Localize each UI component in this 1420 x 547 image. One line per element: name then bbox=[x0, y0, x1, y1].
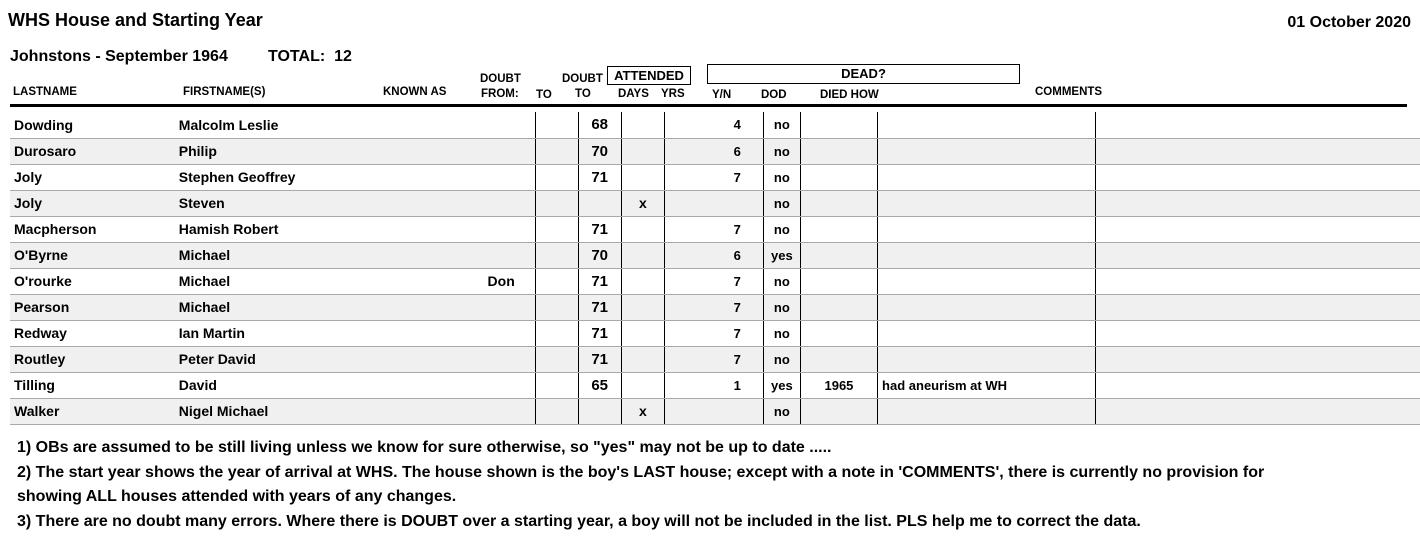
header-dead: DEAD? bbox=[707, 64, 1020, 84]
dod-cell: 1965 bbox=[800, 372, 877, 398]
header-to: TO bbox=[536, 89, 552, 101]
lastname-cell: Redway bbox=[10, 320, 179, 346]
firstname-cell: Hamish Robert bbox=[179, 216, 488, 242]
start-year-cell: 70 bbox=[578, 242, 621, 268]
lastname-cell: Joly bbox=[10, 164, 179, 190]
dead-yn-cell: yes bbox=[763, 242, 800, 268]
comments-cell bbox=[1096, 320, 1420, 346]
died-how-cell bbox=[878, 216, 1096, 242]
doubt-to-cell bbox=[621, 346, 664, 372]
firstname-cell: Peter David bbox=[179, 346, 488, 372]
comments-cell bbox=[1096, 294, 1420, 320]
start-year-cell: 71 bbox=[578, 346, 621, 372]
died-how-cell: had aneurism at WH bbox=[878, 372, 1096, 398]
died-how-cell bbox=[878, 242, 1096, 268]
table-row bbox=[10, 164, 1420, 190]
header-died-how: DIED HOW bbox=[820, 89, 879, 101]
days-years-cell: 7 bbox=[665, 268, 764, 294]
header-comments: COMMENTS bbox=[1035, 86, 1103, 98]
doubt-to-cell bbox=[621, 216, 664, 242]
table-row bbox=[10, 294, 1420, 320]
died-how-cell bbox=[878, 190, 1096, 216]
dead-yn-cell: no bbox=[763, 216, 800, 242]
note-line: 2) The start year shows the year of arrival at WHS. The house shown is the boy's LAST house; except with a note in 'COMMENTS', there is currently no provision for bbox=[17, 463, 1265, 481]
start-year-cell: 68 bbox=[578, 112, 621, 138]
days-years-cell bbox=[665, 190, 764, 216]
header-dod: DOD bbox=[761, 89, 787, 101]
comments-cell bbox=[1096, 372, 1420, 398]
comments-cell bbox=[1096, 112, 1420, 138]
known-as-cell bbox=[488, 190, 536, 216]
dead-yn-cell: no bbox=[763, 268, 800, 294]
firstname-cell: Michael bbox=[179, 294, 488, 320]
start-year-cell: 71 bbox=[578, 294, 621, 320]
header-firstnames: FIRSTNAME(S) bbox=[183, 86, 266, 98]
lastname-cell: Macpherson bbox=[10, 216, 179, 242]
total-count bbox=[268, 48, 352, 66]
header-days: DAYS bbox=[618, 88, 649, 100]
notes bbox=[17, 436, 1417, 534]
doubt-to-cell bbox=[621, 372, 664, 398]
days-years-cell: 6 bbox=[665, 138, 764, 164]
doubt-from-cell bbox=[536, 320, 578, 346]
header-lastname: LASTNAME bbox=[13, 86, 77, 98]
dod-cell bbox=[800, 346, 877, 372]
note-line: showing ALL houses attended with years of any changes. bbox=[17, 488, 457, 505]
lastname-cell: Joly bbox=[10, 190, 179, 216]
dead-yn-cell: no bbox=[763, 320, 800, 346]
lastname-cell: O'Byrne bbox=[10, 242, 179, 268]
doubt-to-cell bbox=[621, 268, 664, 294]
table-row bbox=[10, 138, 1420, 164]
died-how-cell bbox=[878, 268, 1096, 294]
died-how-cell bbox=[878, 346, 1096, 372]
dod-cell bbox=[800, 320, 877, 346]
comments-cell bbox=[1096, 242, 1420, 268]
known-as-cell bbox=[488, 320, 536, 346]
table-row bbox=[10, 268, 1420, 294]
days-years-cell bbox=[665, 398, 764, 424]
known-as-cell bbox=[488, 242, 536, 268]
known-as-cell bbox=[488, 216, 536, 242]
lastname-cell: Walker bbox=[10, 398, 179, 424]
header-doubt-from-line2: FROM: bbox=[481, 88, 519, 100]
doubt-from-cell bbox=[536, 242, 578, 268]
known-as-cell: Don bbox=[488, 268, 536, 294]
known-as-cell bbox=[488, 112, 536, 138]
table-row bbox=[10, 112, 1420, 138]
dod-cell bbox=[800, 268, 877, 294]
pupil-table bbox=[10, 112, 1420, 425]
note-line: 1) OBs are assumed to be still living unless we know for sure otherwise, so "yes" may not be up to date ..... bbox=[17, 439, 832, 456]
table-row bbox=[10, 398, 1420, 424]
lastname-cell: Durosaro bbox=[10, 138, 179, 164]
page-title: WHS House and Starting Year bbox=[8, 10, 263, 30]
days-years-cell: 6 bbox=[665, 242, 764, 268]
known-as-cell bbox=[488, 398, 536, 424]
doubt-from-cell bbox=[536, 190, 578, 216]
firstname-cell: Nigel Michael bbox=[179, 398, 488, 424]
start-year-cell: 70 bbox=[578, 138, 621, 164]
comments-cell bbox=[1096, 398, 1420, 424]
doubt-from-cell bbox=[536, 398, 578, 424]
dead-yn-cell: no bbox=[763, 190, 800, 216]
doubt-from-cell bbox=[536, 346, 578, 372]
dod-cell bbox=[800, 216, 877, 242]
report-date: 01 October 2020 bbox=[1287, 14, 1411, 31]
died-how-cell bbox=[878, 320, 1096, 346]
table-row bbox=[10, 190, 1420, 216]
known-as-cell bbox=[488, 346, 536, 372]
died-how-cell bbox=[878, 164, 1096, 190]
header-attended: ATTENDED bbox=[607, 66, 691, 85]
firstname-cell: Ian Martin bbox=[179, 320, 488, 346]
lastname-cell: Tilling bbox=[10, 372, 179, 398]
comments-cell bbox=[1096, 164, 1420, 190]
doubt-to-cell bbox=[621, 320, 664, 346]
doubt-to-cell bbox=[621, 294, 664, 320]
doubt-to-cell: x bbox=[621, 190, 664, 216]
start-year-cell: 71 bbox=[578, 320, 621, 346]
dead-yn-cell: no bbox=[763, 164, 800, 190]
days-years-cell: 7 bbox=[665, 320, 764, 346]
died-how-cell bbox=[878, 138, 1096, 164]
lastname-cell: Pearson bbox=[10, 294, 179, 320]
header-doubt-to-line1: DOUBT bbox=[562, 73, 603, 85]
firstname-cell: Malcolm Leslie bbox=[179, 112, 488, 138]
days-years-cell: 7 bbox=[665, 164, 764, 190]
doubt-from-cell bbox=[536, 138, 578, 164]
comments-cell bbox=[1096, 138, 1420, 164]
table-row bbox=[10, 372, 1420, 398]
table-row bbox=[10, 216, 1420, 242]
died-how-cell bbox=[878, 294, 1096, 320]
dod-cell bbox=[800, 242, 877, 268]
header-yrs: YRS bbox=[661, 88, 685, 100]
known-as-cell bbox=[488, 372, 536, 398]
header-doubt-from-line1: DOUBT bbox=[480, 73, 521, 85]
header-yn: Y/N bbox=[712, 89, 732, 101]
doubt-to-cell: x bbox=[621, 398, 664, 424]
dead-yn-cell: no bbox=[763, 346, 800, 372]
firstname-cell: Philip bbox=[179, 138, 488, 164]
dod-cell bbox=[800, 190, 877, 216]
dead-yn-cell: no bbox=[763, 294, 800, 320]
house-heading: Johnstons - September 1964 bbox=[10, 48, 228, 65]
lastname-cell: O'rourke bbox=[10, 268, 179, 294]
doubt-from-cell bbox=[536, 164, 578, 190]
total-value: 12 bbox=[334, 48, 352, 65]
lastname-cell: Routley bbox=[10, 346, 179, 372]
known-as-cell bbox=[488, 138, 536, 164]
firstname-cell: Stephen Geoffrey bbox=[179, 164, 488, 190]
doubt-from-cell bbox=[536, 294, 578, 320]
comments-cell bbox=[1096, 346, 1420, 372]
dead-yn-cell: no bbox=[763, 398, 800, 424]
dod-cell bbox=[800, 164, 877, 190]
table-row bbox=[10, 320, 1420, 346]
header-divider bbox=[10, 104, 1407, 107]
start-year-cell: 71 bbox=[578, 216, 621, 242]
dead-yn-cell: no bbox=[763, 112, 800, 138]
doubt-to-cell bbox=[621, 138, 664, 164]
firstname-cell: David bbox=[179, 372, 488, 398]
doubt-to-cell bbox=[621, 242, 664, 268]
days-years-cell: 7 bbox=[665, 294, 764, 320]
start-year-cell bbox=[578, 398, 621, 424]
note-line: 3) There are no doubt many errors. Where there is DOUBT over a starting year, a boy will not be included in the list. PLS help me to correct the data. bbox=[17, 512, 1141, 530]
header-known-as: KNOWN AS bbox=[383, 86, 447, 98]
doubt-to-cell bbox=[621, 112, 664, 138]
days-years-cell: 4 bbox=[665, 112, 764, 138]
start-year-cell bbox=[578, 190, 621, 216]
doubt-to-cell bbox=[621, 164, 664, 190]
dead-yn-cell: no bbox=[763, 138, 800, 164]
dead-yn-cell: yes bbox=[763, 372, 800, 398]
dod-cell bbox=[800, 294, 877, 320]
comments-cell bbox=[1096, 268, 1420, 294]
days-years-cell: 7 bbox=[665, 216, 764, 242]
days-years-cell: 1 bbox=[665, 372, 764, 398]
dod-cell bbox=[800, 138, 877, 164]
days-years-cell: 7 bbox=[665, 346, 764, 372]
doubt-from-cell bbox=[536, 268, 578, 294]
lastname-cell: Dowding bbox=[10, 112, 179, 138]
died-how-cell bbox=[878, 112, 1096, 138]
firstname-cell: Michael bbox=[179, 242, 488, 268]
doubt-from-cell bbox=[536, 216, 578, 242]
firstname-cell: Michael bbox=[179, 268, 488, 294]
total-label: TOTAL: bbox=[268, 48, 326, 65]
died-how-cell bbox=[878, 398, 1096, 424]
start-year-cell: 71 bbox=[578, 164, 621, 190]
dod-cell bbox=[800, 112, 877, 138]
firstname-cell: Steven bbox=[179, 190, 488, 216]
pupil-rows bbox=[10, 112, 1420, 424]
known-as-cell bbox=[488, 164, 536, 190]
table-row bbox=[10, 242, 1420, 268]
comments-cell bbox=[1096, 190, 1420, 216]
known-as-cell bbox=[488, 294, 536, 320]
dod-cell bbox=[800, 398, 877, 424]
header-doubt-to-line2: TO bbox=[575, 88, 591, 100]
doubt-from-cell bbox=[536, 112, 578, 138]
comments-cell bbox=[1096, 216, 1420, 242]
table-row bbox=[10, 346, 1420, 372]
start-year-cell: 71 bbox=[578, 268, 621, 294]
start-year-cell: 65 bbox=[578, 372, 621, 398]
doubt-from-cell bbox=[536, 372, 578, 398]
